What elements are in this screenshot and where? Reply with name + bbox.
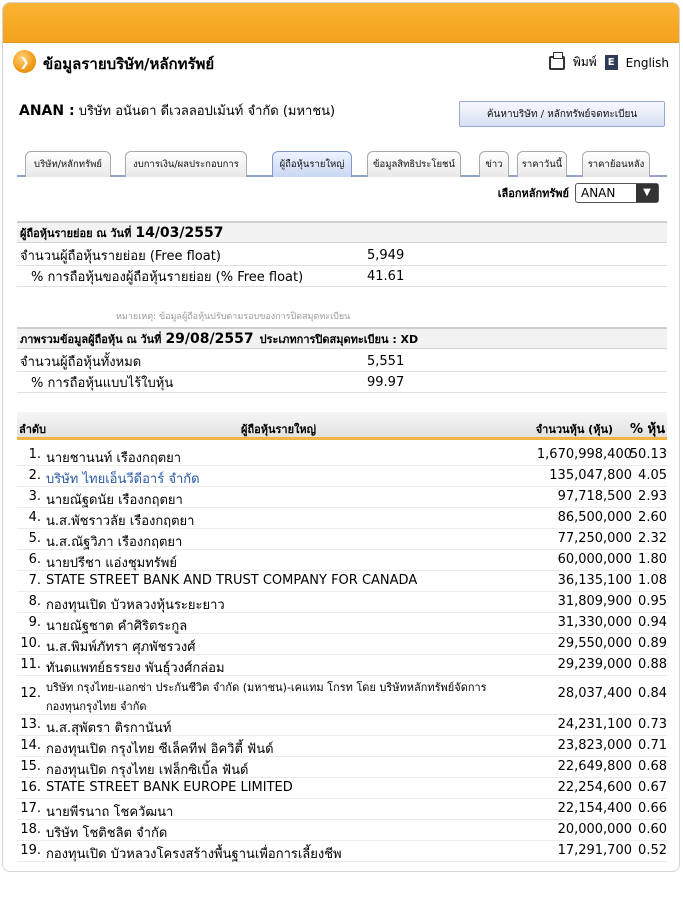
- share-count: 17,291,700: [557, 843, 632, 858]
- shareholder-name: นายณัฐชาต คำศิริตระกูล: [46, 619, 188, 634]
- col-shareholder: ผู้ถือหุ้นรายใหญ่: [241, 423, 317, 436]
- shareholder-name: น.ส.สุพัตรา ติรกานันท์: [46, 721, 172, 736]
- table-row: [17, 778, 667, 799]
- dropdown-arrow-icon[interactable]: ▼: [636, 184, 658, 202]
- share-percent: 0.71: [638, 738, 667, 753]
- table-row: [17, 508, 667, 529]
- overview-heading: [17, 327, 667, 349]
- table-row: [17, 487, 667, 508]
- selector-label: เลือกหลักทรัพย์: [497, 187, 569, 200]
- shareholders-table-header: [17, 412, 667, 440]
- share-count: 22,154,400: [557, 801, 632, 816]
- scripless-percent-row: [17, 372, 667, 393]
- free-float-percent-row: [17, 266, 667, 287]
- search-company-button[interactable]: ค้นหาบริษัท / หลักทรัพย์จดทะเบียน: [459, 101, 665, 127]
- row-rank: 17.: [20, 801, 41, 816]
- row-rank: 4.: [28, 510, 41, 525]
- tab-benefits[interactable]: ข้อมูลสิทธิประโยชน์: [367, 151, 461, 177]
- tab-today-price[interactable]: ราคาวันนี้: [517, 151, 567, 177]
- selected-security: ANAN: [581, 186, 616, 200]
- row-rank: 19.: [20, 843, 41, 858]
- total-holders-label: จำนวนผู้ถือหุ้นทั้งหมด: [20, 354, 142, 370]
- free-float-count-value: 5,949: [367, 247, 405, 263]
- shareholder-name: บริษัท กรุงไทย-แอกซ่า ประกันชีวิต จำกัด (มหาชน)-เคแทม โกรท โดย บริษัทหลักทรัพย์จัดการกองทุนกรุงไทย จำกัด: [46, 681, 487, 713]
- print-link[interactable]: พิมพ์: [572, 55, 597, 69]
- security-selector: [498, 183, 659, 203]
- shareholder-name: ทันตแพทย์ธรรยง พันธุ์วงศ์กล่อม: [46, 661, 225, 676]
- row-rank: 10.: [20, 636, 41, 651]
- shareholder-link[interactable]: บริษัท ไทยเอ็นวีดีอาร์ จำกัด: [46, 472, 200, 487]
- table-row: [17, 445, 667, 466]
- free-float-heading-text: ผู้ถือหุ้นรายย่อย ณ วันที่: [20, 226, 132, 240]
- free-float-heading: [17, 221, 667, 243]
- table-row: [17, 676, 667, 715]
- share-count: 22,649,800: [557, 759, 632, 774]
- table-row: [17, 592, 667, 613]
- table-row: [17, 757, 667, 778]
- row-rank: 8.: [28, 594, 41, 609]
- company-name: บริษัท อนันดา ดีเวลลอปเม้นท์ จำกัด (มหาชน): [78, 104, 336, 119]
- table-row: [17, 529, 667, 550]
- table-row: [17, 799, 667, 820]
- shareholder-name: STATE STREET BANK AND TRUST COMPANY FOR CANADA: [46, 573, 418, 588]
- share-count: 23,823,000: [557, 738, 632, 753]
- share-percent: 0.94: [638, 615, 667, 630]
- shareholder-name: น.ส.พิมพ์ภัทรา ศุภพัชรวงศ์: [46, 640, 196, 655]
- share-percent: 0.84: [638, 686, 667, 701]
- page-frame: [2, 2, 680, 872]
- shareholder-name: บริษัท โชติชลิต จำกัด: [46, 826, 168, 841]
- col-percent: % หุ้น: [629, 422, 665, 437]
- share-percent: 0.73: [638, 717, 667, 732]
- row-rank: 13.: [20, 717, 41, 732]
- col-rank: ลำดับ: [19, 423, 47, 436]
- table-row: [17, 715, 667, 736]
- row-rank: 15.: [20, 759, 41, 774]
- shareholder-name: กองทุนเปิด กรุงไทย ซีเล็คทีฟ อิควิตี้ ฟันด์: [46, 742, 274, 757]
- share-count: 77,250,000: [557, 531, 632, 546]
- free-float-count-row: [17, 245, 667, 266]
- share-count: 31,330,000: [557, 615, 632, 630]
- share-percent: 0.66: [638, 801, 667, 816]
- shareholder-name: กองทุนเปิด บัวหลวงหุ้นระยะยาว: [46, 598, 225, 613]
- shareholder-name: นายปรีชา แอ่งชุมทรัพย์: [46, 556, 177, 571]
- share-percent: 0.67: [638, 780, 667, 795]
- table-row: [17, 634, 667, 655]
- tab-major-shareholders[interactable]: ผู้ถือหุ้นรายใหญ่: [272, 151, 352, 177]
- row-rank: 12.: [20, 686, 41, 701]
- share-count: 60,000,000: [557, 552, 632, 567]
- page-header: [13, 49, 669, 77]
- e-letter-icon[interactable]: E: [605, 55, 618, 70]
- row-rank: 3.: [28, 489, 41, 504]
- share-count: 36,135,100: [557, 573, 632, 588]
- share-count: 28,037,400: [557, 686, 632, 701]
- share-percent: 1.08: [638, 573, 667, 588]
- share-percent: 1.80: [638, 552, 667, 567]
- overview-date: 29/08/2557: [165, 330, 254, 347]
- share-count: 29,550,000: [557, 636, 632, 651]
- company-symbol: ANAN :: [19, 103, 75, 119]
- row-rank: 11.: [20, 657, 41, 672]
- shareholder-name: น.ส.ณัฐวิภา เรืองกฤตยา: [46, 535, 183, 550]
- scripless-percent-value: 99.97: [367, 374, 405, 390]
- language-link[interactable]: English: [625, 55, 669, 70]
- shareholder-name: กองทุนเปิด กรุงไทย เฟล็กซิเบิ้ล ฟันด์: [46, 763, 249, 778]
- table-row: [17, 841, 667, 862]
- tab-company[interactable]: บริษัท/หลักทรัพย์: [25, 151, 111, 177]
- share-percent: 2.93: [638, 489, 667, 504]
- row-rank: 16.: [20, 780, 41, 795]
- share-percent: 2.32: [638, 531, 667, 546]
- share-count: 29,239,000: [557, 657, 632, 672]
- free-float-count-label: จำนวนผู้ถือหุ้นรายย่อย (Free float): [20, 248, 221, 264]
- share-percent: 0.89: [638, 636, 667, 651]
- row-rank: 1.: [28, 447, 41, 462]
- top-banner: [3, 3, 679, 43]
- free-float-date: 14/03/2557: [135, 224, 224, 241]
- shareholder-name: กองทุนเปิด บัวหลวงโครงสร้างพื้นฐานเพื่อการเลี้ยงชีพ: [46, 847, 342, 862]
- share-count: 86,500,000: [557, 510, 632, 525]
- share-count: 24,231,100: [557, 717, 632, 732]
- total-holders-value: 5,551: [367, 353, 405, 369]
- printer-icon[interactable]: [549, 56, 565, 70]
- row-rank: 7.: [28, 573, 41, 588]
- row-rank: 2.: [28, 468, 41, 483]
- header-links: [549, 53, 669, 72]
- row-rank: 14.: [20, 738, 41, 753]
- free-float-percent-value: 41.61: [367, 268, 405, 284]
- free-float-percent-label: % การถือหุ้นของผู้ถือหุ้นรายย่อย (% Free float): [31, 269, 304, 285]
- share-percent: 0.68: [638, 759, 667, 774]
- tab-financials[interactable]: งบการเงิน/ผลประกอบการ: [125, 151, 247, 177]
- row-rank: 18.: [20, 822, 41, 837]
- shareholder-name: นายณัฐดนัย เรืองกฤตยา: [46, 493, 183, 508]
- shareholder-name: นายพีรนาถ โชควัฒนา: [46, 805, 174, 820]
- share-count: 1,670,998,400: [536, 447, 632, 462]
- tab-historical-price[interactable]: ราคาย้อนหลัง: [582, 151, 650, 177]
- table-row: [17, 571, 667, 592]
- table-row: [17, 466, 667, 487]
- share-count: 31,809,900: [557, 594, 632, 609]
- company-name-line: [19, 100, 335, 121]
- col-shares: จำนวนหุ้น (หุ้น): [535, 423, 613, 436]
- free-float-note: หมายเหตุ: ข้อมูลผู้ถือหุ้นปรับตามรอบของการปิดสมุดทะเบียน: [116, 312, 351, 322]
- share-count: 135,047,800: [549, 468, 632, 483]
- overview-closing-type: ประเภทการปิดสมุดทะเบียน : XD: [259, 332, 419, 346]
- share-percent: 2.60: [638, 510, 667, 525]
- share-percent: 4.05: [638, 468, 667, 483]
- shareholder-name: นายชานนท์ เรืองกฤตยา: [46, 451, 182, 466]
- share-count: 22,254,600: [557, 780, 632, 795]
- table-row: [17, 550, 667, 571]
- row-rank: 9.: [28, 615, 41, 630]
- table-row: [17, 820, 667, 841]
- share-percent: 0.52: [638, 843, 667, 858]
- security-select[interactable]: [575, 183, 659, 203]
- overview-heading-text: ภาพรวมข้อมูลผู้ถือหุ้น ณ วันที่: [20, 332, 162, 346]
- share-count: 97,718,500: [557, 489, 632, 504]
- share-percent: 0.88: [638, 657, 667, 672]
- page-title: ข้อมูลรายบริษัท/หลักทรัพย์: [43, 55, 215, 73]
- table-row: [17, 613, 667, 634]
- tab-bar: [17, 151, 667, 177]
- table-row: [17, 655, 667, 676]
- arrow-circle-icon: ❯: [13, 50, 36, 73]
- table-row: [17, 736, 667, 757]
- share-percent: 0.60: [638, 822, 667, 837]
- scripless-percent-label: % การถือหุ้นแบบไร้ใบหุ้น: [31, 375, 174, 391]
- share-percent: 0.95: [638, 594, 667, 609]
- row-rank: 6.: [28, 552, 41, 567]
- share-percent: 50.13: [629, 447, 667, 462]
- shareholder-name: STATE STREET BANK EUROPE LIMITED: [46, 780, 293, 795]
- tab-news[interactable]: ข่าว: [479, 151, 509, 177]
- total-holders-row: [17, 351, 667, 372]
- shareholder-name: น.ส.พัชราวลัย เรืองกฤตยา: [46, 514, 195, 529]
- share-count: 20,000,000: [557, 822, 632, 837]
- row-rank: 5.: [28, 531, 41, 546]
